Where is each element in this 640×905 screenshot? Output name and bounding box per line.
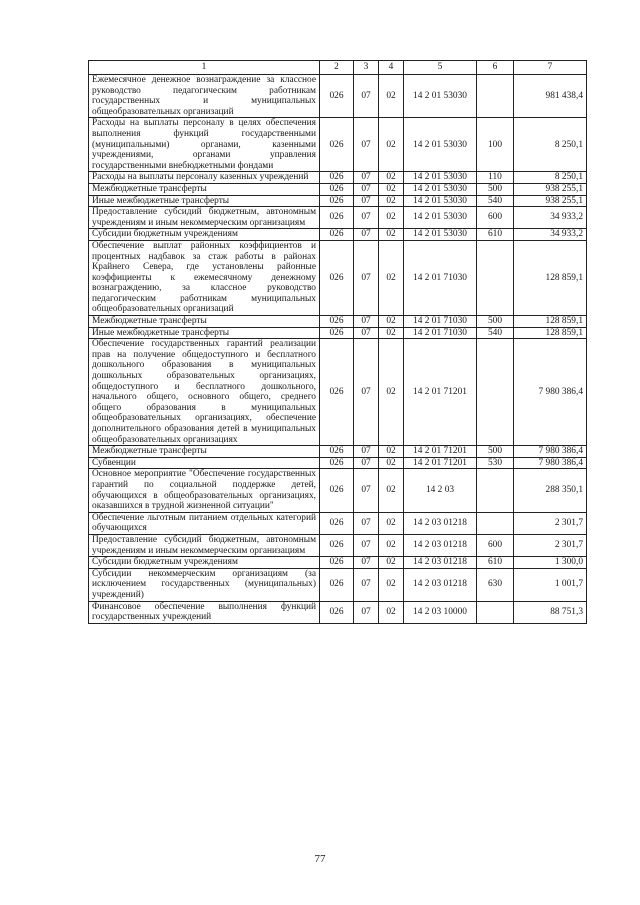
amount-cell: 2 301,7 xyxy=(514,512,587,534)
subsection-cell: 02 xyxy=(379,339,404,446)
expense-type-cell: 110 xyxy=(477,172,514,184)
ministry-code-cell: 026 xyxy=(320,568,354,601)
row-name-cell: Иные межбюджетные трансферты xyxy=(89,195,320,207)
table-row xyxy=(89,195,587,207)
subsection-cell: 02 xyxy=(379,601,404,623)
row-name-cell: Субвенции xyxy=(89,457,320,469)
expense-type-cell xyxy=(477,512,514,534)
amount-cell: 1 001,7 xyxy=(514,568,587,601)
target-article-cell: 14 2 01 53030 xyxy=(404,172,477,184)
expense-type-cell xyxy=(477,601,514,623)
section-cell: 07 xyxy=(354,601,379,623)
ministry-code-cell: 026 xyxy=(320,457,354,469)
section-cell: 07 xyxy=(354,557,379,569)
amount-cell: 8 250,1 xyxy=(514,172,587,184)
table-row xyxy=(89,75,587,118)
subsection-cell: 02 xyxy=(379,512,404,534)
ministry-code-cell: 026 xyxy=(320,469,354,512)
column-header: 4 xyxy=(379,61,404,75)
subsection-cell: 02 xyxy=(379,207,404,229)
target-article-cell: 14 2 01 53030 xyxy=(404,118,477,172)
ministry-code-cell: 026 xyxy=(320,534,354,556)
row-name-cell: Основное мероприятие "Обеспечение государственных гарантий по социальной поддержке детей, обучающихся в общеобразовательных организациях, оказавшихся в трудной жизненной ситуации" xyxy=(89,469,320,512)
expense-type-cell: 100 xyxy=(477,118,514,172)
subsection-cell: 02 xyxy=(379,568,404,601)
table-row xyxy=(89,118,587,172)
row-name-cell: Предоставление субсидий бюджетным, автономным учреждениям и иным некоммерческим организациям xyxy=(89,534,320,556)
amount-cell: 128 859,1 xyxy=(514,240,587,315)
row-name-cell: Иные межбюджетные трансферты xyxy=(89,327,320,339)
table-row xyxy=(89,469,587,512)
amount-cell: 128 859,1 xyxy=(514,327,587,339)
section-cell: 07 xyxy=(354,446,379,458)
expense-type-cell: 630 xyxy=(477,568,514,601)
subsection-cell: 02 xyxy=(379,75,404,118)
table-row xyxy=(89,534,587,556)
target-article-cell: 14 2 01 53030 xyxy=(404,229,477,241)
section-cell: 07 xyxy=(354,75,379,118)
ministry-code-cell: 026 xyxy=(320,172,354,184)
amount-cell: 88 751,3 xyxy=(514,601,587,623)
row-name-cell: Субсидии бюджетным учреждениям xyxy=(89,229,320,241)
row-name-cell: Обеспечение льготным питанием отдельных категорий обучающихся xyxy=(89,512,320,534)
row-name-cell: Межбюджетные трансферты xyxy=(89,446,320,458)
target-article-cell: 14 2 01 53030 xyxy=(404,75,477,118)
ministry-code-cell: 026 xyxy=(320,512,354,534)
column-header: 5 xyxy=(404,61,477,75)
table-row xyxy=(89,446,587,458)
page-number: 77 xyxy=(314,853,326,865)
subsection-cell: 02 xyxy=(379,172,404,184)
amount-cell: 2 301,7 xyxy=(514,534,587,556)
table-row xyxy=(89,601,587,623)
ministry-code-cell: 026 xyxy=(320,339,354,446)
amount-cell: 34 933,2 xyxy=(514,207,587,229)
amount-cell: 34 933,2 xyxy=(514,229,587,241)
table-row xyxy=(89,183,587,195)
ministry-code-cell: 026 xyxy=(320,195,354,207)
section-cell: 07 xyxy=(354,316,379,328)
subsection-cell: 02 xyxy=(379,183,404,195)
subsection-cell: 02 xyxy=(379,469,404,512)
ministry-code-cell: 026 xyxy=(320,118,354,172)
table-header-row xyxy=(89,61,587,75)
section-cell: 07 xyxy=(354,568,379,601)
ministry-code-cell: 026 xyxy=(320,240,354,315)
amount-cell: 981 438,4 xyxy=(514,75,587,118)
table-row xyxy=(89,568,587,601)
target-article-cell: 14 2 03 xyxy=(404,469,477,512)
row-name-cell: Обеспечение государственных гарантий реализации прав на получение общедоступного и бесплатного дошкольного образования в муниципальных дошкольных образовательных организациях, общедоступного и бесплатного дошкольного, начального общего, основного общего, среднего общего образования в муниципальных общеобразовательных организациях, обеспечение дополнительного образования детей в муниципальных общеобразовательных организациях xyxy=(89,339,320,446)
section-cell: 07 xyxy=(354,207,379,229)
row-name-cell: Межбюджетные трансферты xyxy=(89,316,320,328)
amount-cell: 128 859,1 xyxy=(514,316,587,328)
expense-type-cell: 540 xyxy=(477,327,514,339)
subsection-cell: 02 xyxy=(379,446,404,458)
ministry-code-cell: 026 xyxy=(320,207,354,229)
section-cell: 07 xyxy=(354,229,379,241)
section-cell: 07 xyxy=(354,172,379,184)
table-row xyxy=(89,172,587,184)
subsection-cell: 02 xyxy=(379,327,404,339)
row-name-cell: Финансовое обеспечение выполнения функций государственных учреждений xyxy=(89,601,320,623)
target-article-cell: 14 2 01 71201 xyxy=(404,446,477,458)
column-header: 1 xyxy=(89,61,320,75)
section-cell: 07 xyxy=(354,457,379,469)
subsection-cell: 02 xyxy=(379,316,404,328)
amount-cell: 8 250,1 xyxy=(514,118,587,172)
expense-type-cell: 540 xyxy=(477,195,514,207)
section-cell: 07 xyxy=(354,183,379,195)
column-header: 6 xyxy=(477,61,514,75)
subsection-cell: 02 xyxy=(379,195,404,207)
subsection-cell: 02 xyxy=(379,457,404,469)
target-article-cell: 14 2 01 53030 xyxy=(404,195,477,207)
target-article-cell: 14 2 03 10000 xyxy=(404,601,477,623)
ministry-code-cell: 026 xyxy=(320,446,354,458)
subsection-cell: 02 xyxy=(379,229,404,241)
row-name-cell: Субсидии некоммерческим организациям (за исключением государственных (муниципальных) учреждений) xyxy=(89,568,320,601)
row-name-cell: Ежемесячное денежное вознаграждение за классное руководство педагогическим работникам государственных и муниципальных общеобразовательных организаций xyxy=(89,75,320,118)
target-article-cell: 14 2 03 01218 xyxy=(404,568,477,601)
target-article-cell: 14 2 01 71030 xyxy=(404,240,477,315)
table-row xyxy=(89,512,587,534)
ministry-code-cell: 026 xyxy=(320,601,354,623)
table-row xyxy=(89,229,587,241)
section-cell: 07 xyxy=(354,118,379,172)
table-row xyxy=(89,557,587,569)
expense-type-cell: 610 xyxy=(477,557,514,569)
expense-type-cell xyxy=(477,75,514,118)
amount-cell: 288 350,1 xyxy=(514,469,587,512)
section-cell: 07 xyxy=(354,512,379,534)
table-row xyxy=(89,327,587,339)
row-name-cell: Субсидии бюджетным учреждениям xyxy=(89,557,320,569)
amount-cell: 7 980 386,4 xyxy=(514,457,587,469)
amount-cell: 7 980 386,4 xyxy=(514,339,587,446)
column-header: 7 xyxy=(514,61,587,75)
expense-type-cell: 530 xyxy=(477,457,514,469)
expense-type-cell: 610 xyxy=(477,229,514,241)
table-row xyxy=(89,207,587,229)
expense-type-cell xyxy=(477,339,514,446)
expense-type-cell xyxy=(477,240,514,315)
section-cell: 07 xyxy=(354,327,379,339)
section-cell: 07 xyxy=(354,240,379,315)
expense-type-cell: 600 xyxy=(477,534,514,556)
table-row xyxy=(89,240,587,315)
row-name-cell: Обеспечение выплат районных коэффициентов и процентных надбавок за стаж работы в районах Крайнего Севера, где установлены районные коэффициенты к ежемесячному денежному вознаграждению, за классное руководство педагогическим работникам муниципальных общеобразовательных организаций xyxy=(89,240,320,315)
amount-cell: 938 255,1 xyxy=(514,183,587,195)
target-article-cell: 14 2 01 71030 xyxy=(404,316,477,328)
target-article-cell: 14 2 01 71030 xyxy=(404,327,477,339)
budget-table xyxy=(88,60,587,624)
column-header: 3 xyxy=(354,61,379,75)
amount-cell: 7 980 386,4 xyxy=(514,446,587,458)
ministry-code-cell: 026 xyxy=(320,557,354,569)
expense-type-cell xyxy=(477,469,514,512)
target-article-cell: 14 2 03 01218 xyxy=(404,557,477,569)
section-cell: 07 xyxy=(354,339,379,446)
target-article-cell: 14 2 01 71201 xyxy=(404,457,477,469)
amount-cell: 1 300,0 xyxy=(514,557,587,569)
expense-type-cell: 600 xyxy=(477,207,514,229)
subsection-cell: 02 xyxy=(379,118,404,172)
target-article-cell: 14 2 01 53030 xyxy=(404,183,477,195)
row-name-cell: Предоставление субсидий бюджетным, автономным учреждениям и иным некоммерческим организациям xyxy=(89,207,320,229)
ministry-code-cell: 026 xyxy=(320,327,354,339)
row-name-cell: Расходы на выплаты персоналу в целях обеспечения выполнения функций государственными (муниципальными) органами, казенными учреждениями, органами управления государственными внебюджетными фондами xyxy=(89,118,320,172)
section-cell: 07 xyxy=(354,195,379,207)
column-header: 2 xyxy=(320,61,354,75)
amount-cell: 938 255,1 xyxy=(514,195,587,207)
ministry-code-cell: 026 xyxy=(320,316,354,328)
expense-type-cell: 500 xyxy=(477,316,514,328)
section-cell: 07 xyxy=(354,469,379,512)
ministry-code-cell: 026 xyxy=(320,229,354,241)
subsection-cell: 02 xyxy=(379,240,404,315)
ministry-code-cell: 026 xyxy=(320,75,354,118)
target-article-cell: 14 2 01 71201 xyxy=(404,339,477,446)
table-row xyxy=(89,316,587,328)
subsection-cell: 02 xyxy=(379,534,404,556)
target-article-cell: 14 2 01 53030 xyxy=(404,207,477,229)
table-row xyxy=(89,457,587,469)
row-name-cell: Межбюджетные трансферты xyxy=(89,183,320,195)
subsection-cell: 02 xyxy=(379,557,404,569)
table-row xyxy=(89,339,587,446)
target-article-cell: 14 2 03 01218 xyxy=(404,512,477,534)
table-body xyxy=(89,75,587,624)
section-cell: 07 xyxy=(354,534,379,556)
row-name-cell: Расходы на выплаты персоналу казенных учреждений xyxy=(89,172,320,184)
expense-type-cell: 500 xyxy=(477,183,514,195)
expense-type-cell: 500 xyxy=(477,446,514,458)
target-article-cell: 14 2 03 01218 xyxy=(404,534,477,556)
ministry-code-cell: 026 xyxy=(320,183,354,195)
